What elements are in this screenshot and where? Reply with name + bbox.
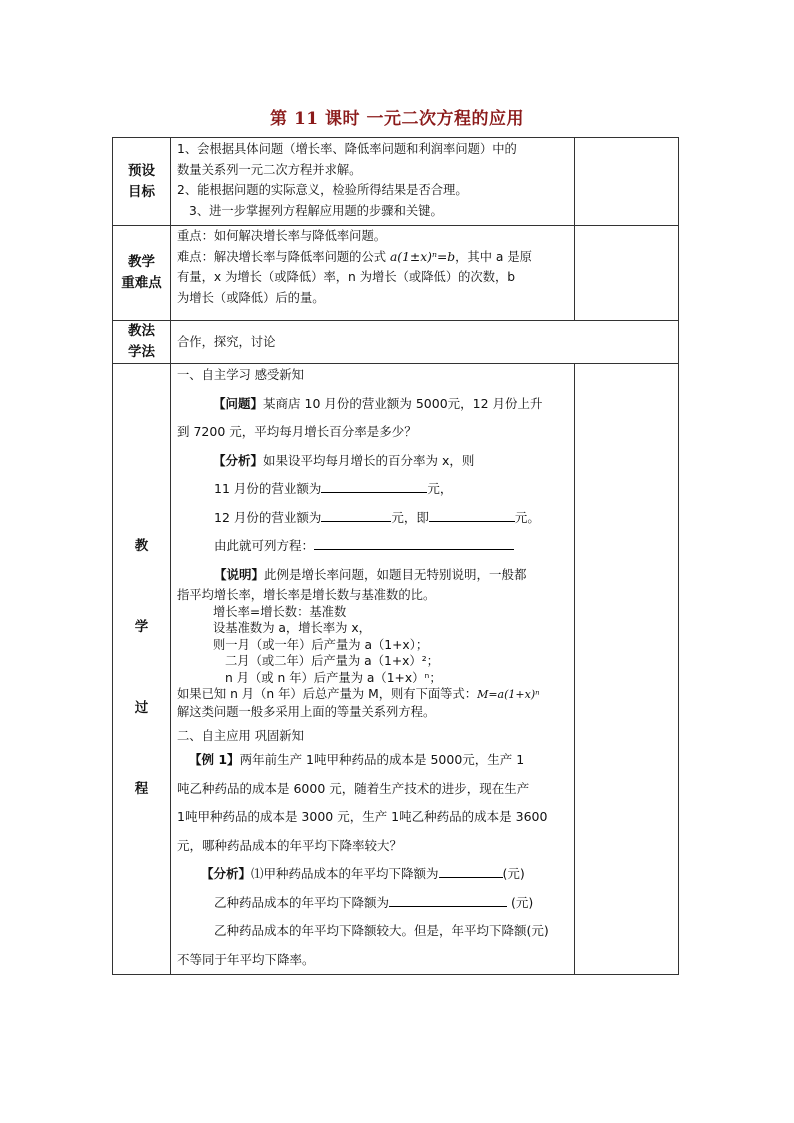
spare-cell <box>575 138 679 226</box>
keypoints-content <box>171 226 575 321</box>
goals-label: 预设 目标 <box>113 138 171 226</box>
blank-answer[interactable] <box>429 507 515 522</box>
analysis-tag: 【分析】 <box>201 866 252 882</box>
goals-row <box>113 138 679 226</box>
keypoints-label: 教学 重难点 <box>113 226 171 321</box>
keypoint-line: 有量，x 为增长（或降低）率，n 为增长（或降低）的次数，b <box>177 270 516 284</box>
process-label: 教 学 过 程 <box>113 364 171 975</box>
section-heading: 二、自主应用 巩固新知 <box>177 728 304 743</box>
keypoint-line: 难点：解决增长率与降低率问题的公式 a(1±x)ⁿ=b，其中 a 是原 <box>177 249 532 264</box>
problem-tag: 【问题】 <box>213 395 264 411</box>
lesson-plan-table <box>112 137 679 975</box>
keypoint-line: 重点：如何解决增长率与降低率问题。 <box>177 229 387 243</box>
methods-label: 教法 学法 <box>113 321 171 364</box>
spare-cell <box>575 364 679 975</box>
blank-answer[interactable] <box>321 507 391 522</box>
goal-line: 3、进一步掌握列方程解应用题的步骤和关键。 <box>189 203 443 218</box>
blank-answer[interactable] <box>314 535 514 550</box>
process-content: 一、自主学习 感受新知 【问题】某商店 10 月份的营业额为 5000元，12 月份上升 到 7200 元，平均每月增长百分率是多少？ 【分析】如果设平均每月增长的百分率为 x，则 11 月份的营业额为 元， 12 月份的营业额为 元，即 元。 由此就可列方程： 【说明】此例是增长率问题，如题目无特别说明，一般都 指平均增长率，增长率是增长数与基准数的比。 增长率=增长数：基准数 设基准数为 a，增长率为 x， 则一月（或一年）后产量为 a（1+x）； 二月（或二年）后产量为 a（1+x）²； n 月（或 n 年）后产量为 a（1+x）ⁿ； 如果已知 n 月（n 年）后总产量为 M，则有下面等式：M=a(1+x)ⁿ 解这类问题一般多采用上面的等量关系列方程。 二、自主应用 巩固新知 【例 1】两年前生产 1吨甲种药品的成本是 5000元，生产 1 吨乙种药品的成本是 6000 元，随着生产技术的进步，现在生产 1吨甲种药品的成本是 3000 元，生产 1吨乙种药品的成本是 3600 元，哪种药品成本的年平均下降率较大？ 【分析】⑴甲种药品成本的年平均下降额为 (元) 乙种药品成本的年平均下降额为 (元) 乙种药品成本的年平均下降额较大。但是，年平均下降额(元) 不等同于年平均下降率。 <box>171 364 575 975</box>
methods-content: 合作，探究，讨论 <box>171 321 679 364</box>
note-tag: 【说明】 <box>214 566 265 582</box>
blank-answer[interactable] <box>439 863 503 878</box>
process-row <box>113 364 679 975</box>
methods-row <box>113 321 679 364</box>
blank-answer[interactable] <box>321 478 427 493</box>
goal-line: 2、能根据问题的实际意义，检验所得结果是否合理。 <box>177 183 468 197</box>
blank-answer[interactable] <box>389 892 507 907</box>
page-title: 第 11 课时 一元二次方程的应用 <box>270 109 524 129</box>
example-tag: 【例 1】 <box>189 752 240 768</box>
growth-formula: a(1±x)ⁿ=b <box>389 249 456 264</box>
goals-content <box>171 138 575 226</box>
section-heading: 一、自主学习 感受新知 <box>177 368 304 382</box>
spare-cell <box>575 226 679 321</box>
goal-line: 1、会根据具体问题（增长率、降低率问题和利润率问题）中的 <box>177 142 517 156</box>
keypoint-line: 为增长（或降低）后的量。 <box>177 290 325 305</box>
analysis-tag: 【分析】 <box>213 452 264 468</box>
total-formula: M=a(1+x)ⁿ <box>477 688 540 702</box>
keypoints-row <box>113 226 679 321</box>
goal-line: 数量关系列一元二次方程并求解。 <box>177 162 362 177</box>
